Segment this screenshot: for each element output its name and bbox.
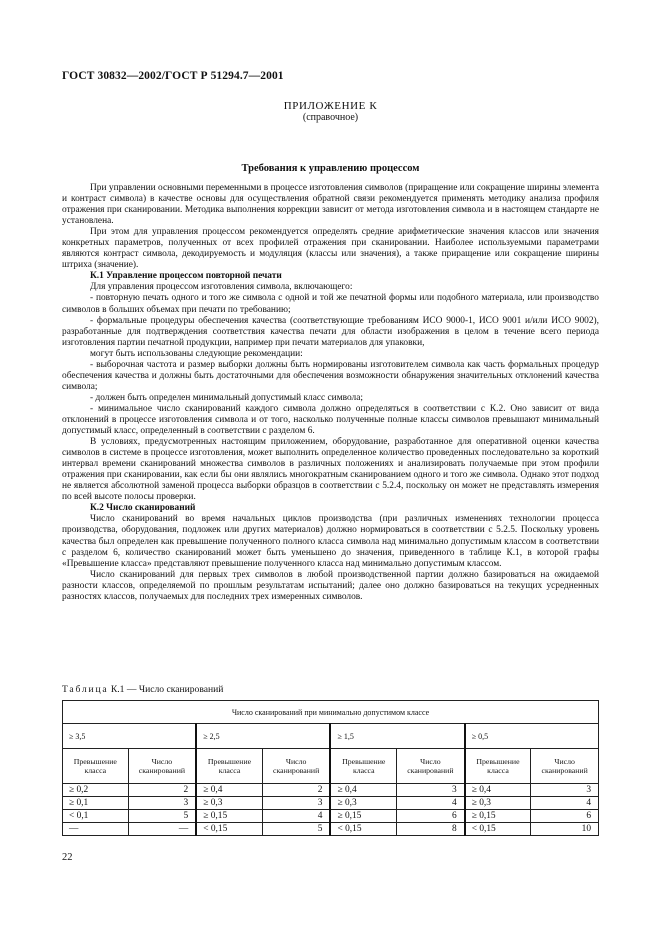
list-item: - формальные процедуры обеспечения качества (соответствующие требованиям ИСО 9000-1, ИСО 9001 и/или ИСО 9002), разработанные для подтверждения соответствия качества печати для области изображения в целом в течение всего периода изготовления партии печатной продукции, например при печати материалов для упаковки, [62,315,599,348]
paragraph: При управлении основными переменными в процессе изготовления символов (приращение или сокращение ширины элемента и контраст символа) в качестве основы для осуществления обратной связи рекомендуется применять методику анализа профиля отражения при сканировании. Методика выполнения коррекции зависит от метода изготовления символа и в настоящем стандарте не установлена. [62,183,599,227]
table-caption-text: К.1 — Число сканирований [110,684,224,695]
list-item: - повторную печать одного и того же символа с одной и той же печатной формы или подобного материала, или производство символов в больших объемах при печати по требованию; [62,293,599,315]
table-cell: < 0,15 [465,823,531,836]
table-cell: ≥ 0,4 [330,784,396,797]
table-cell: 6 [397,810,465,823]
list-item: - выборочная частота и размер выборки должны быть нормированы изготовителем символа как часть формальных процедур обеспечения качества и должны быть достаточными для обеспечения возможности обнаружения значительных отклонений качества символа; [62,359,599,392]
table-caption-prefix: Таблица [62,684,109,695]
table-cell: 3 [128,797,196,810]
group-header: ≥ 2,5 [196,724,330,749]
body-text [62,183,599,603]
group-header: ≥ 0,5 [465,724,599,749]
section-heading: К.1 Управление процессом повторной печати [90,271,282,282]
list-item: - должен быть определен минимальный допустимый класс символа; [90,392,363,403]
table-cell: 4 [531,797,599,810]
table-cell: < 0,15 [330,823,396,836]
table-top-header: Число сканирований при минимально допустимом классе [63,701,599,724]
paragraph: Число сканирований во время начальных циклов производства (при различных изменениях технологии процесса производства, оборудования, подложек или других материалов) должно нормироваться в соответствии с 5.2.5. Поскольку уровень качества был определен как превышение полученного полного класса символа над минимально допустимым классом в соответствии с разделом 6, количество сканирований может быть уменьшено до значения, приведенного в таблице К.1, в которой графы «Превышение класса» представляют превышение полученного класса над минимально допустимым классом. [62,514,599,569]
column-header: Число сканирований [397,749,465,784]
table-caption [62,684,223,695]
table-cell: 3 [262,797,330,810]
section-heading: К.2 Число сканирований [90,503,196,514]
paragraph: В условиях, предусмотренных настоящим приложением, оборудование, разработанное для оперативной оценки качества символов в системе в процессе изготовления, может выполнить определенное количество проведенных последовательно за короткий интервал времени сканирований множества символов в различных положениях и анализировать получаемые при этом профили отражения при сканировании, как если бы они являлись многократным сканированием одного и того же символа. Однако этот подход не является абсолютной заменой процесса выборки образцов в соответствии с 5.2.4, поскольку он может не представлять измерения по всей высоте полосы проверки. [62,437,599,503]
table-cell: ≥ 0,15 [196,810,262,823]
table-row [63,823,599,836]
table-cell: 2 [128,784,196,797]
column-header: Число сканирований [531,749,599,784]
table-cell: < 0,15 [196,823,262,836]
table-cell: 6 [531,810,599,823]
column-header: Превышение класса [330,749,396,784]
table-cell: ≥ 0,3 [465,797,531,810]
paragraph: При этом для управления процессом рекомендуется определять средние арифметические значения классов или значения конкретных параметров, полученных от всех профилей отражения при сканировании. Наиболее используемыми параметрами являются контраст символа, декодируемость и модуляция (классы или значения), а также приращение или сокращение ширины штриха (значение). [62,227,599,271]
table-cell: 2 [262,784,330,797]
table-cell: 5 [262,823,330,836]
table-cell: ≥ 0,3 [196,797,262,810]
list-item: - минимальное число сканирований каждого символа должно определяться в соответствии с К.2. Оно зависит от вида отклонений в процессе изготовления символа и от того, насколько полученные полные классы символов превышают минимальный допустимый класс, определенный в соответствии с разделом 6. [62,403,599,437]
paragraph: Для управления процессом изготовления символа, включающего: [90,282,353,293]
paragraph: могут быть использованы следующие рекомендации: [90,348,303,359]
table-cell: 10 [531,823,599,836]
table-cell: 8 [397,823,465,836]
table-cell: 4 [262,810,330,823]
table-cell: ≥ 0,4 [196,784,262,797]
table-row [63,810,599,823]
scans-table [62,700,599,836]
table-cell: < 0,1 [63,810,129,823]
table-cell: 4 [397,797,465,810]
group-header: ≥ 3,5 [63,724,197,749]
column-header: Число сканирований [128,749,196,784]
appendix-title: ПРИЛОЖЕНИЕ К [283,100,378,112]
table-cell: ≥ 0,3 [330,797,396,810]
document-header: ГОСТ 30832—2002/ГОСТ Р 51294.7—2001 [62,70,284,82]
column-header: Превышение класса [196,749,262,784]
column-header: Число сканирований [262,749,330,784]
table-cell: — [63,823,129,836]
paragraph: Число сканирований для первых трех символов в любой производственной партии должно базироваться на ожидаемой разности классов, определяемой по прошлым результатам испытаний; далее оно должно базироваться на текущих усредненных разностях классов, получаемых для последних трех измеренных символов. [62,569,599,602]
table-cell: 5 [128,810,196,823]
appendix-subtitle: (справочное) [302,112,359,123]
table-row [63,784,599,797]
column-header: Превышение класса [63,749,129,784]
table-cell: ≥ 0,1 [63,797,129,810]
table-cell: ≥ 0,2 [63,784,129,797]
group-header: ≥ 1,5 [330,724,464,749]
main-title: Требования к управлению процессом [241,163,420,174]
column-header: Превышение класса [465,749,531,784]
page-number: 22 [62,852,73,863]
table-cell: — [128,823,196,836]
table-cell: ≥ 0,4 [465,784,531,797]
table-cell: 3 [397,784,465,797]
table-cell: 3 [531,784,599,797]
table-row [63,797,599,810]
table-cell: ≥ 0,15 [330,810,396,823]
table-cell: ≥ 0,15 [465,810,531,823]
